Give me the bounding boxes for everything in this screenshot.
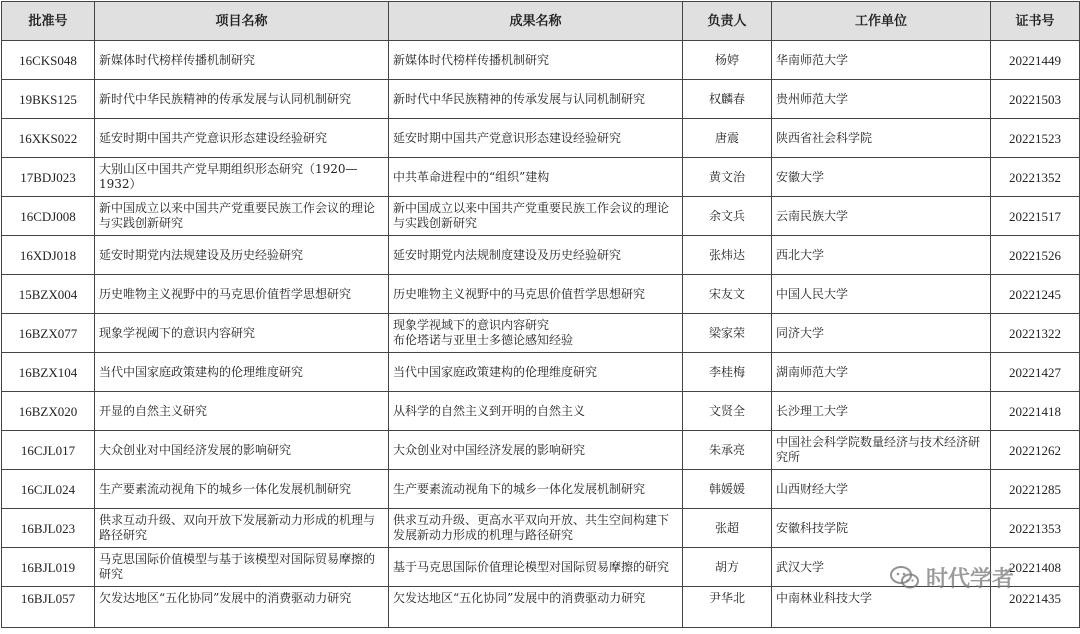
result-name-cell: 从科学的自然主义到开明的自然主义 xyxy=(389,392,683,431)
leader-cell: 权麟春 xyxy=(683,80,772,119)
approval-number-cell: 16BJL023 xyxy=(2,509,95,548)
work-unit-cell: 陕西省社会科学院 xyxy=(772,119,991,158)
leader-cell: 宋友文 xyxy=(683,275,772,314)
project-name-cell: 历史唯物主义视野中的马克思价值哲学思想研究 xyxy=(95,275,389,314)
work-unit-cell: 贵州师范大学 xyxy=(772,80,991,119)
approval-number-cell: 16BZX020 xyxy=(2,392,95,431)
header-project-name: 项目名称 xyxy=(95,2,389,41)
work-unit-cell: 中国社会科学院数量经济与技术经济研究所 xyxy=(772,431,991,470)
approval-number-cell: 15BZX004 xyxy=(2,275,95,314)
work-unit-cell: 华南师范大学 xyxy=(772,41,991,80)
work-unit-cell: 同济大学 xyxy=(772,314,991,353)
header-leader: 负责人 xyxy=(683,2,772,41)
project-name-cell: 马克思国际价值模型与基于该模型对国际贸易摩擦的研究 xyxy=(95,548,389,587)
certificate-number-cell: 20221408 xyxy=(991,548,1080,587)
table-row xyxy=(2,275,1080,314)
approval-number-cell: 19BKS125 xyxy=(2,80,95,119)
leader-cell: 余文兵 xyxy=(683,197,772,236)
project-name-cell: 当代中国家庭政策建构的伦理维度研究 xyxy=(95,353,389,392)
project-name-cell: 新媒体时代榜样传播机制研究 xyxy=(95,41,389,80)
work-unit-cell: 武汉大学 xyxy=(772,548,991,587)
result-name-cell: 中共革命进程中的“组织”建构 xyxy=(389,158,683,197)
leader-cell: 梁家荣 xyxy=(683,314,772,353)
work-unit-cell: 山西财经大学 xyxy=(772,470,991,509)
project-name-cell: 新中国成立以来中国共产党重要民族工作会议的理论与实践创新研究 xyxy=(95,197,389,236)
header-approval-number: 批准号 xyxy=(2,2,95,41)
project-name-cell: 欠发达地区“五化协同”发展中的消费驱动力研究 xyxy=(95,587,389,628)
certificate-number-cell: 20221418 xyxy=(991,392,1080,431)
result-name-cell: 当代中国家庭政策建构的伦理维度研究 xyxy=(389,353,683,392)
project-name-cell: 生产要素流动视角下的城乡一体化发展机制研究 xyxy=(95,470,389,509)
work-unit-cell: 云南民族大学 xyxy=(772,197,991,236)
leader-cell: 胡方 xyxy=(683,548,772,587)
leader-cell: 李桂梅 xyxy=(683,353,772,392)
approval-number-cell: 16CDJ008 xyxy=(2,197,95,236)
table-row xyxy=(2,470,1080,509)
approval-number-cell: 16BZX104 xyxy=(2,353,95,392)
approval-number-cell: 16BZX077 xyxy=(2,314,95,353)
result-name-cell: 历史唯物主义视野中的马克思价值哲学思想研究 xyxy=(389,275,683,314)
certificate-number-cell: 20221503 xyxy=(991,80,1080,119)
watermark xyxy=(890,562,1014,593)
project-name-cell: 延安时期党内法规建设及历史经验研究 xyxy=(95,236,389,275)
result-name-cell: 欠发达地区“五化协同”发展中的消费驱动力研究 xyxy=(389,587,683,628)
leader-cell: 尹华北 xyxy=(683,587,772,628)
watermark-text: 时代学者 xyxy=(926,567,1015,592)
approval-number-cell: 16BJL019 xyxy=(2,548,95,587)
project-name-cell: 新时代中华民族精神的传承发展与认同机制研究 xyxy=(95,80,389,119)
leader-cell: 张超 xyxy=(683,509,772,548)
leader-cell: 朱承亮 xyxy=(683,431,772,470)
certificate-number-cell: 20221245 xyxy=(991,275,1080,314)
work-unit-cell: 中国人民大学 xyxy=(772,275,991,314)
leader-cell: 唐震 xyxy=(683,119,772,158)
result-name-cell: 生产要素流动视角下的城乡一体化发展机制研究 xyxy=(389,470,683,509)
approval-number-cell: 16CKS048 xyxy=(2,41,95,80)
table-row xyxy=(2,353,1080,392)
project-name-cell: 延安时期中国共产党意识形态建设经验研究 xyxy=(95,119,389,158)
certificate-number-cell: 20221427 xyxy=(991,353,1080,392)
leader-cell: 杨婷 xyxy=(683,41,772,80)
leader-cell: 文贤全 xyxy=(683,392,772,431)
project-name-cell: 现象学视阈下的意识内容研究 xyxy=(95,314,389,353)
approval-number-cell: 16XKS022 xyxy=(2,119,95,158)
result-name-cell: 大众创业对中国经济发展的影响研究 xyxy=(389,431,683,470)
certificate-number-cell: 20221262 xyxy=(991,431,1080,470)
approval-number-cell: 16XDJ018 xyxy=(2,236,95,275)
result-name-cell: 新媒体时代榜样传播机制研究 xyxy=(389,41,683,80)
table-row xyxy=(2,314,1080,353)
work-unit-cell: 安徽科技学院 xyxy=(772,509,991,548)
leader-cell: 张炜达 xyxy=(683,236,772,275)
project-name-cell: 大众创业对中国经济发展的影响研究 xyxy=(95,431,389,470)
certificate-number-cell: 20221523 xyxy=(991,119,1080,158)
table-row xyxy=(2,119,1080,158)
results-table xyxy=(1,1,1080,628)
header-work-unit: 工作单位 xyxy=(772,2,991,41)
work-unit-cell: 西北大学 xyxy=(772,236,991,275)
certificate-number-cell: 20221285 xyxy=(991,470,1080,509)
table-row xyxy=(2,158,1080,197)
result-name-cell: 延安时期中国共产党意识形态建设经验研究 xyxy=(389,119,683,158)
table-row xyxy=(2,80,1080,119)
table-row xyxy=(2,431,1080,470)
leader-cell: 韩媛媛 xyxy=(683,470,772,509)
wechat-icon xyxy=(890,565,920,591)
result-name-cell: 新中国成立以来中国共产党重要民族工作会议的理论与实践创新研究 xyxy=(389,197,683,236)
certificate-number-cell: 20221352 xyxy=(991,158,1080,197)
header-certificate-number: 证书号 xyxy=(991,2,1080,41)
result-name-cell: 延安时期党内法规制度建设及历史经验研究 xyxy=(389,236,683,275)
table-row xyxy=(2,197,1080,236)
header-result-name: 成果名称 xyxy=(389,2,683,41)
work-unit-cell: 安徽大学 xyxy=(772,158,991,197)
table-row xyxy=(2,509,1080,548)
result-name-cell: 供求互动升级、更高水平双向开放、共生空间构建下发展新动力形成的机理与路径研究 xyxy=(389,509,683,548)
certificate-number-cell: 20221322 xyxy=(991,314,1080,353)
leader-cell: 黄文治 xyxy=(683,158,772,197)
work-unit-cell: 长沙理工大学 xyxy=(772,392,991,431)
approval-number-cell: 17BDJ023 xyxy=(2,158,95,197)
approval-number-cell: 16BJL057 xyxy=(2,587,95,628)
certificate-number-cell: 20221517 xyxy=(991,197,1080,236)
work-unit-cell: 湖南师范大学 xyxy=(772,353,991,392)
certificate-number-cell: 20221435 xyxy=(991,587,1080,628)
result-name-cell: 现象学视域下的意识内容研究 布伦塔诺与亚里士多德论感知经验 xyxy=(389,314,683,353)
project-name-cell: 开显的自然主义研究 xyxy=(95,392,389,431)
project-name-cell: 供求互动升级、双向开放下发展新动力形成的机理与路径研究 xyxy=(95,509,389,548)
table-row xyxy=(2,392,1080,431)
certificate-number-cell: 20221526 xyxy=(991,236,1080,275)
result-name-cell: 基于马克思国际价值理论模型对国际贸易摩擦的研究 xyxy=(389,548,683,587)
work-unit-cell: 中南林业科技大学 xyxy=(772,587,991,628)
table-row xyxy=(2,236,1080,275)
approval-number-cell: 16CJL024 xyxy=(2,470,95,509)
project-name-cell: 大别山区中国共产党早期组织形态研究（1920—1932） xyxy=(95,158,389,197)
certificate-number-cell: 20221449 xyxy=(991,41,1080,80)
table-row xyxy=(2,41,1080,80)
approval-number-cell: 16CJL017 xyxy=(2,431,95,470)
certificate-number-cell: 20221353 xyxy=(991,509,1080,548)
result-name-cell: 新时代中华民族精神的传承发展与认同机制研究 xyxy=(389,80,683,119)
table-header-row xyxy=(2,2,1080,41)
